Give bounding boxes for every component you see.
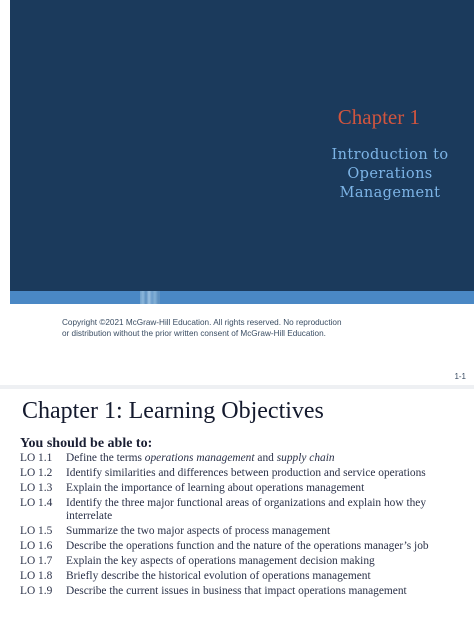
objective-text: [66, 497, 470, 523]
subtitle-line: Operations: [347, 166, 433, 182]
objective-text-part: Define the terms: [66, 452, 145, 464]
copyright-line: or distribution without the prior written consent of McGraw-Hill Education.: [62, 328, 326, 338]
objective-term: operations management: [144, 452, 255, 464]
subtitle-line: Introduction to: [331, 147, 449, 163]
copyright-line: Copyright ©2021 McGraw-Hill Education. All rights reserved. No reproduction: [62, 318, 342, 327]
objective-code: LO 1.3: [20, 481, 53, 494]
slide-title: Chapter 1: Learning Objectives: [22, 398, 324, 424]
objective-text: [66, 585, 470, 598]
objective-item: [20, 540, 470, 553]
objective-text-part: Explain the key aspects of operations management decision making: [66, 554, 375, 567]
objectives-intro: You should be able to:: [20, 436, 153, 451]
objective-code: LO 1.1: [20, 452, 53, 464]
objective-text: [66, 482, 470, 495]
objective-code: LO 1.4: [20, 496, 53, 509]
chapter-subtitle: [310, 146, 470, 203]
objective-text-part: Describe the operations function and the nature of the operations manager’s job: [66, 539, 429, 552]
objective-text: [66, 525, 470, 538]
title-panel: [10, 0, 474, 291]
subtitle-line: Management: [339, 185, 441, 201]
objective-item: [20, 467, 470, 480]
objective-text-part: Summarize the two major aspects of process management: [66, 524, 331, 537]
objective-code: LO 1.6: [20, 539, 53, 552]
objective-item: [20, 452, 470, 465]
objective-text: [66, 452, 470, 465]
objective-text: [66, 467, 470, 480]
decorative-stripe: [10, 291, 474, 304]
objective-item: [20, 585, 470, 598]
objective-text-part: Identify similarities and differences between production and service operations: [66, 466, 426, 479]
objectives-list: [20, 452, 470, 600]
objective-code: LO 1.5: [20, 524, 53, 537]
objective-text-part: Describe the current issues in business that impact operations management: [66, 584, 407, 597]
objective-text-part: and: [254, 452, 277, 464]
copyright-notice: [62, 318, 362, 339]
objective-code: LO 1.7: [20, 554, 53, 567]
objective-text: [66, 540, 470, 553]
objective-item: [20, 497, 470, 523]
objective-item: [20, 570, 470, 583]
objective-item: [20, 525, 470, 538]
objective-text-part: Identify the three major functional areas of organizations and explain how they interrelate: [66, 496, 427, 522]
objective-term: supply chain: [276, 452, 335, 464]
objective-code: LO 1.9: [20, 584, 53, 597]
slide-number: 1-1: [454, 372, 466, 381]
objective-item: [20, 482, 470, 495]
objective-text-part: Briefly describe the historical evolution of operations management: [66, 569, 371, 582]
objective-text: [66, 555, 470, 568]
stripe-accent: [140, 291, 160, 304]
objective-item: [20, 555, 470, 568]
objective-code: LO 1.8: [20, 569, 53, 582]
objective-text: [66, 570, 470, 583]
objective-text-part: Explain the importance of learning about operations management: [66, 481, 365, 494]
chapter-heading: Chapter 1: [337, 105, 420, 129]
objective-code: LO 1.2: [20, 466, 53, 479]
slide-divider: [0, 385, 474, 389]
